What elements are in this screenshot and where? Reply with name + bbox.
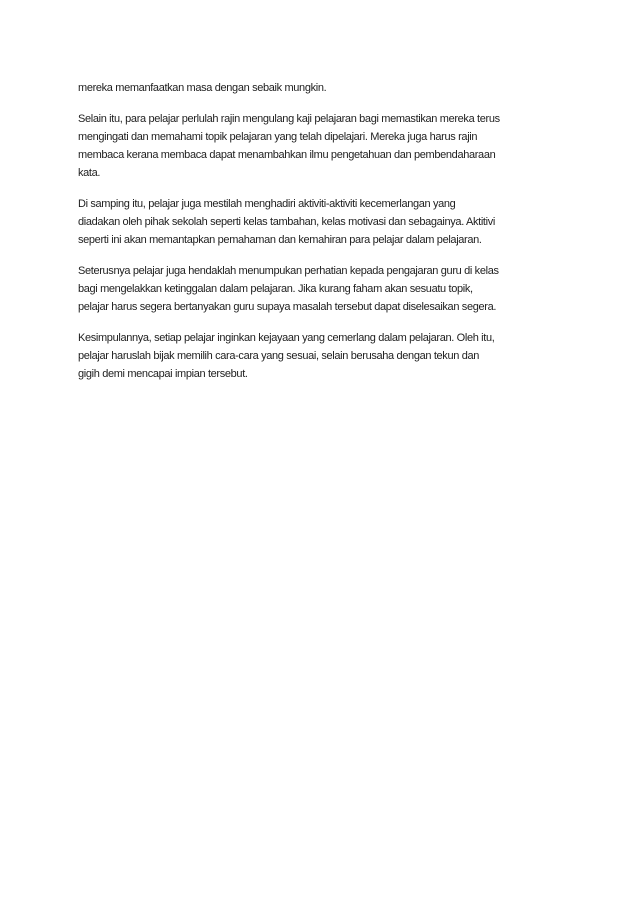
paragraph-4 <box>78 262 558 316</box>
text-line: mengingati dan memahami topik pelajaran yang telah dipelajari. Mereka juga harus rajin <box>78 131 478 143</box>
text-line: gigih demi mencapai impian tersebut. <box>78 368 248 380</box>
paragraph-5 <box>78 329 558 383</box>
text-line: Seterusnya pelajar juga hendaklah menumpukan perhatian kepada pengajaran guru di kelas <box>78 265 499 277</box>
paragraph-2 <box>78 110 558 182</box>
text-line: pelajar haruslah bijak memilih cara-cara yang sesuai, selain berusaha dengan tekun dan <box>78 350 479 362</box>
paragraph-3 <box>78 195 558 249</box>
text-line: Kesimpulannya, setiap pelajar inginkan kejayaan yang cemerlang dalam pelajaran. Oleh itu, <box>78 332 495 344</box>
text-line: Di samping itu, pelajar juga mestilah menghadiri aktiviti-aktiviti kecemerlangan yang <box>78 198 456 210</box>
text-line: membaca kerana membaca dapat menambahkan ilmu pengetahuan dan pembendaharaan <box>78 149 496 161</box>
text-line: bagi mengelakkan ketinggalan dalam pelajaran. Jika kurang faham akan sesuatu topik, <box>78 283 473 295</box>
text-line: kata. <box>78 167 101 179</box>
text-line: seperti ini akan memantapkan pemahaman dan kemahiran para pelajar dalam pelajaran. <box>78 234 482 246</box>
text-line: mereka memanfaatkan masa dengan sebaik mungkin. <box>78 82 327 94</box>
text-line: Selain itu, para pelajar perlulah rajin mengulang kaji pelajaran bagi memastikan mereka terus <box>78 113 500 125</box>
text-line: pelajar harus segera bertanyakan guru supaya masalah tersebut dapat diselesaikan segera. <box>78 301 497 313</box>
paragraph-1 <box>78 79 558 97</box>
text-line: diadakan oleh pihak sekolah seperti kelas tambahan, kelas motivasi dan sebagainya. Aktitivi <box>78 216 495 228</box>
document-body <box>78 79 558 396</box>
